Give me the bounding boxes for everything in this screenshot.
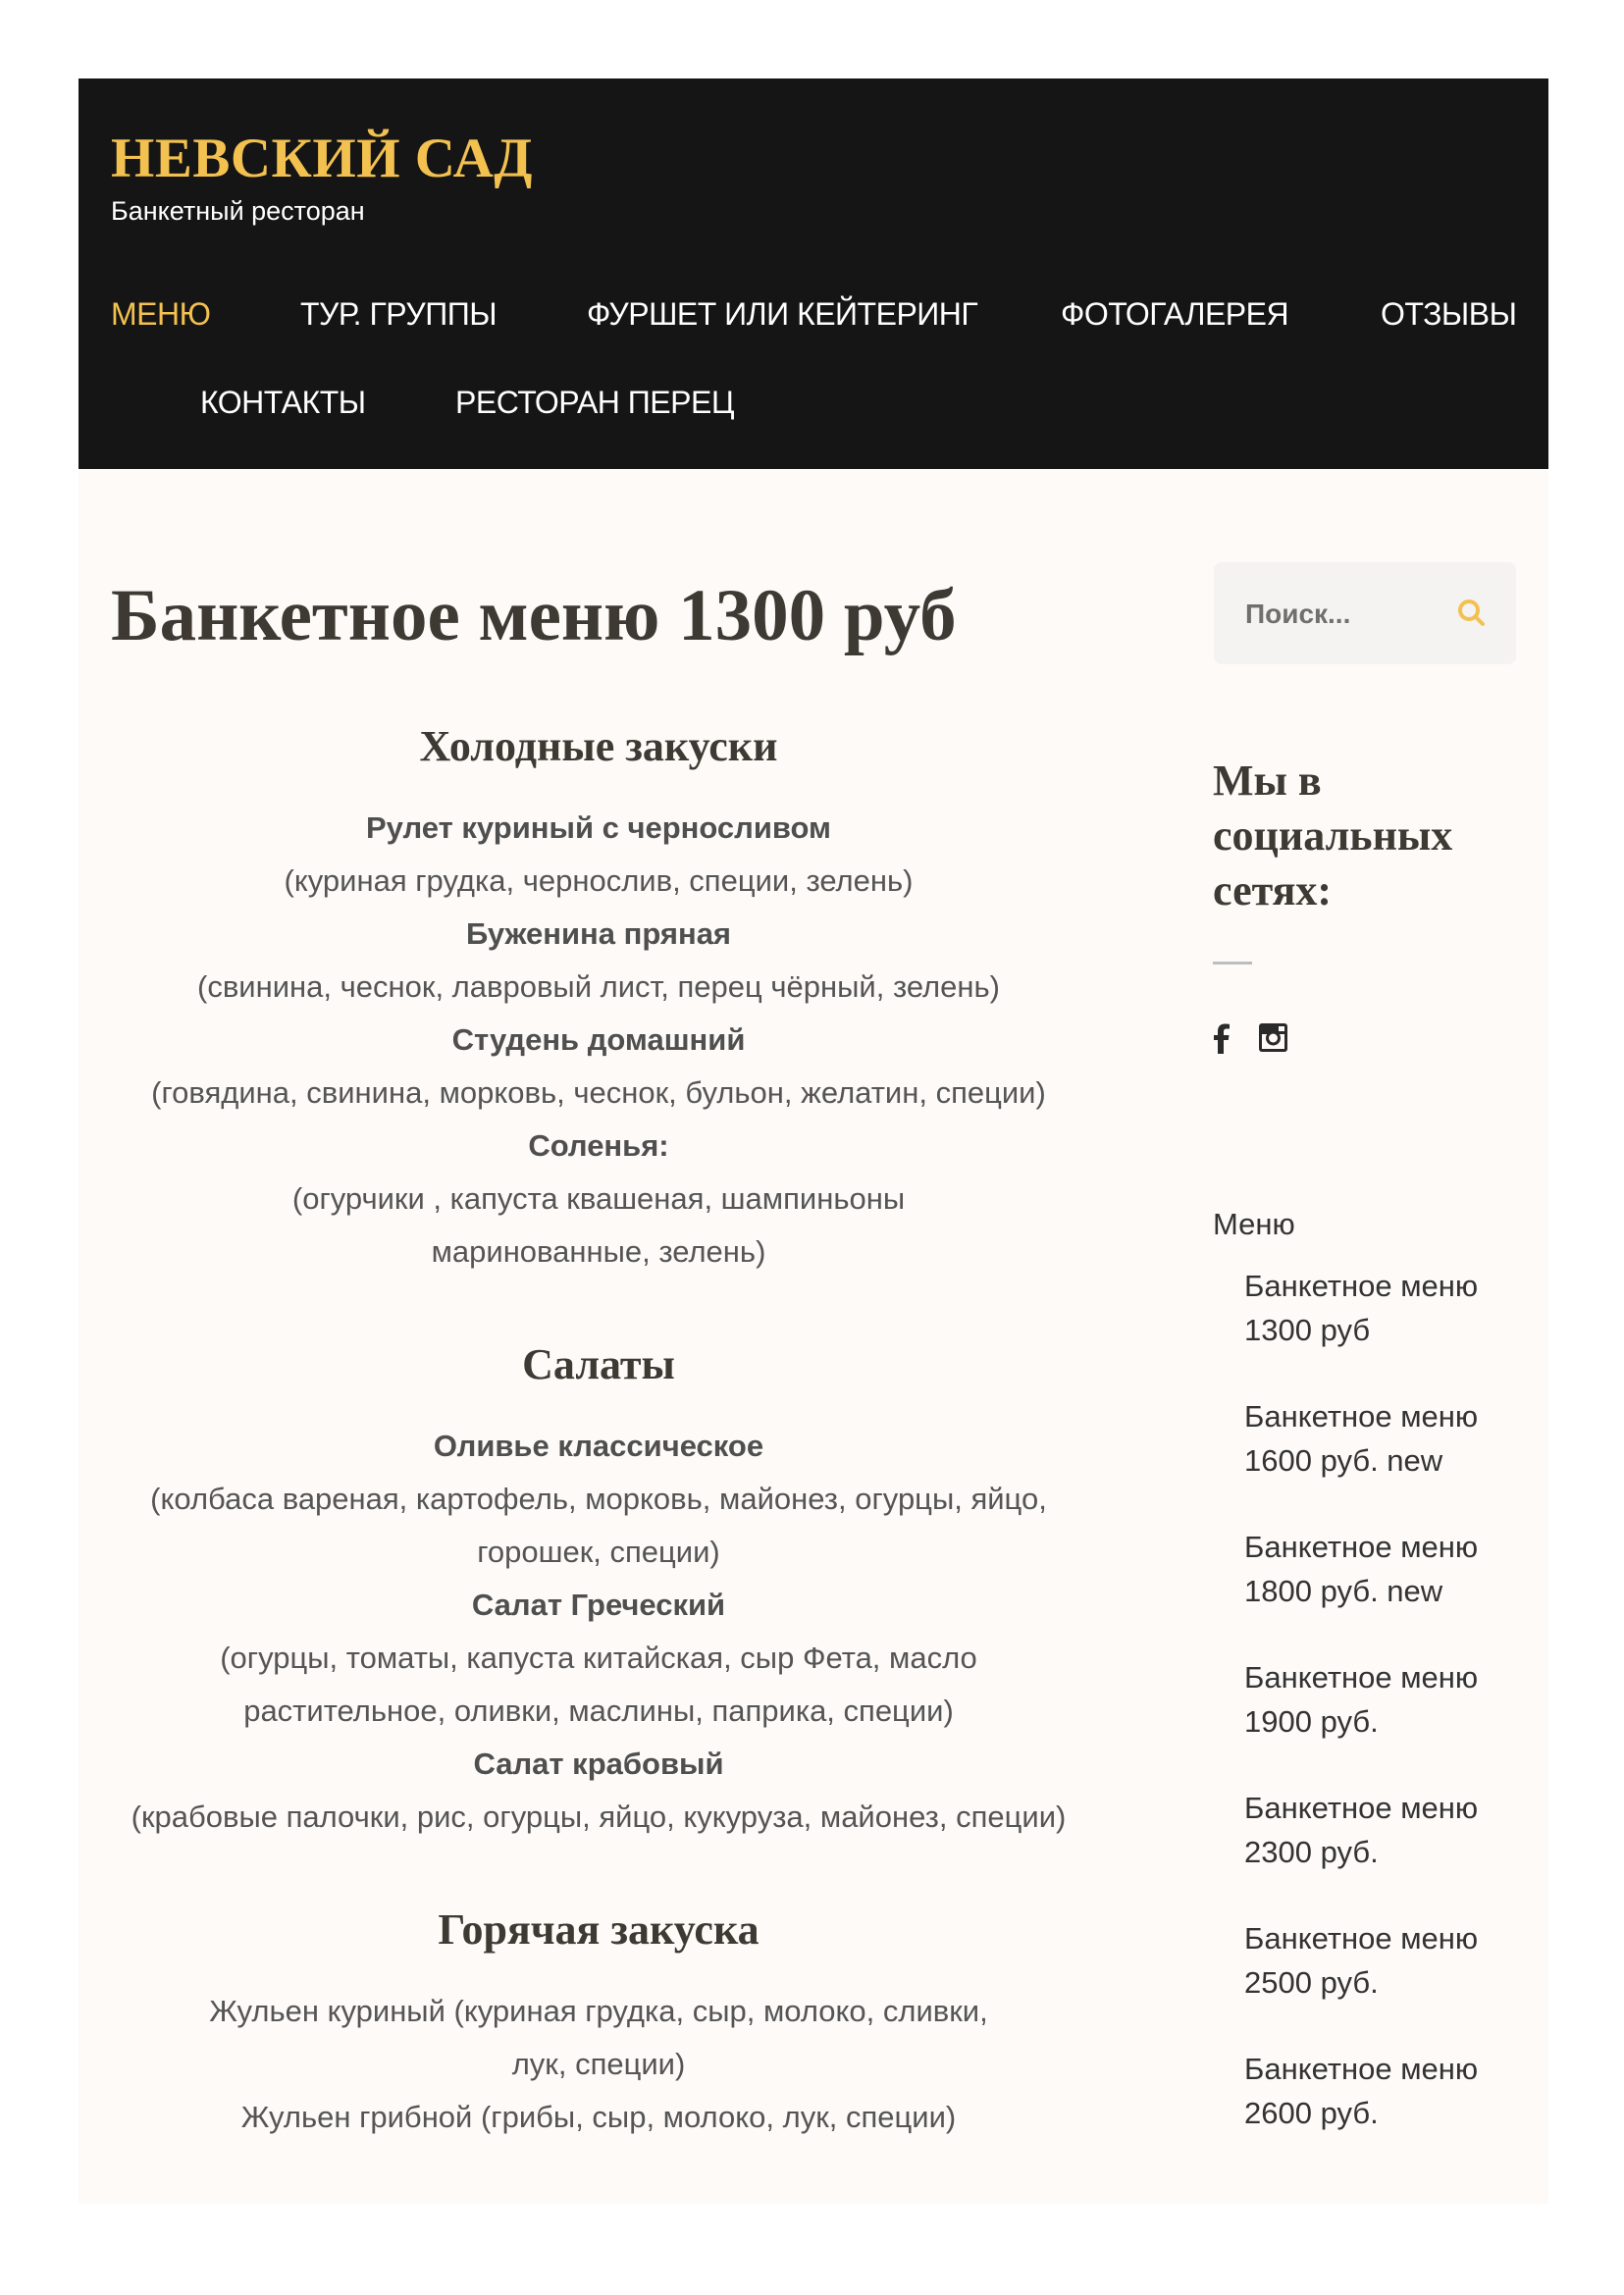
section-title: Салаты	[522, 1340, 675, 1388]
menu-body	[108, 719, 1089, 2203]
sidebar-menu-item	[1244, 1655, 1509, 1744]
facebook-icon[interactable]	[1213, 1023, 1231, 1059]
dish-description: (огурцы, томаты, капуста китайская, сыр Фета, масло растительное, оливки, маслины, паприка, специи)	[220, 1641, 977, 1728]
sidebar-menu-list	[1244, 1264, 1509, 2177]
sidebar-link-menu-2300[interactable]: Банкетное меню 2300 руб.	[1244, 1791, 1479, 1869]
search-form	[1214, 562, 1516, 664]
dish-description: (куриная грудка, чернослив, специи, зелень)	[284, 863, 914, 898]
sidebar-link-menu-2600[interactable]: Банкетное меню 2600 руб.	[1244, 2052, 1479, 2130]
sidebar-link-menu-1600[interactable]: Банкетное меню 1600 руб. new	[1244, 1399, 1479, 1478]
dish-description: Жульен куриный (куриная грудка, сыр, молоко, сливки, лук, специи)	[209, 1994, 988, 2081]
dish-name: Буженина пряная	[465, 916, 732, 951]
dish-description: (огурчики , капуста квашеная, шампиньоны маринованные, зелень)	[291, 1181, 906, 1269]
social-widget-title: Мы в социальных сетях:	[1213, 756, 1453, 914]
menu-section-cold-appetizers	[108, 719, 1089, 1278]
sidebar-menu-item	[1244, 1786, 1509, 1874]
sidebar-menu-item	[1244, 1525, 1509, 1613]
instagram-icon[interactable]	[1259, 1023, 1287, 1057]
nav-item-restaurant-perets[interactable]: РЕСТОРАН ПЕРЕЦ	[455, 385, 734, 420]
sidebar-link-menu-1300[interactable]: Банкетное меню 1300 руб	[1244, 1269, 1479, 1347]
section-title: Горячая закуска	[438, 1905, 760, 1954]
sidebar-link-menu-1800[interactable]: Банкетное меню 1800 руб. new	[1244, 1530, 1479, 1608]
nav-item-menu[interactable]: МЕНЮ	[111, 296, 211, 332]
sidebar-menu-item	[1244, 1916, 1509, 2005]
dish-description: (свинина, чеснок, лавровый лист, перец чёрный, зелень)	[197, 969, 1000, 1004]
sidebar-link-menu-2500[interactable]: Банкетное меню 2500 руб.	[1244, 1921, 1479, 2000]
menu-section-salads	[108, 1337, 1089, 1844]
site-title[interactable]: НЕВСКИЙ САД	[111, 128, 533, 189]
dish-description: (крабовые палочки, рис, огурцы, яйцо, кукуруза, майонез, специи)	[131, 1799, 1067, 1834]
dish-description: (говядина, свинина, морковь, чеснок, бульон, желатин, специи)	[151, 1075, 1046, 1110]
page-title: Банкетное меню 1300 руб	[111, 575, 957, 656]
sidebar-menu-item	[1244, 1394, 1509, 1483]
dish-name: Салат крабовый	[473, 1747, 724, 1781]
site-header	[79, 78, 1548, 469]
dish-description: (колбаса вареная, картофель, морковь, майонез, огурцы, яйцо, горошек, специи)	[150, 1482, 1047, 1569]
content-area	[79, 469, 1548, 2204]
nav-item-contacts[interactable]: КОНТАКТЫ	[200, 385, 366, 420]
nav-item-reviews[interactable]: ОТЗЫВЫ	[1381, 296, 1517, 332]
search-icon[interactable]	[1455, 597, 1489, 630]
nav-item-photogallery[interactable]: ФОТОГАЛЕРЕЯ	[1061, 296, 1289, 332]
search-input[interactable]	[1243, 594, 1443, 635]
sidebar-menu-item	[1244, 2047, 1509, 2135]
dish-name: Соленья:	[528, 1128, 669, 1163]
nav-item-buffet-catering[interactable]: ФУРШЕТ ИЛИ КЕЙТЕРИНГ	[587, 296, 978, 332]
nav-item-tour-groups[interactable]: ТУР. ГРУППЫ	[300, 296, 498, 332]
divider	[1213, 962, 1252, 965]
dish-name: Салат Греческий	[471, 1588, 726, 1622]
sidebar-link-menu-1900[interactable]: Банкетное меню 1900 руб.	[1244, 1660, 1479, 1739]
section-title: Холодные закуски	[419, 722, 778, 770]
site-tagline: Банкетный ресторан	[111, 196, 365, 226]
dish-description: Жульен грибной (грибы, сыр, молоко, лук, специи)	[240, 2100, 957, 2134]
dish-name: Рулет куриный с черносливом	[365, 810, 831, 845]
dish-name: Оливье классическое	[433, 1429, 764, 1463]
sidebar-menu-item	[1244, 1264, 1509, 1352]
menu-widget-label: Меню	[1213, 1207, 1295, 1241]
menu-section-hot-appetizer	[108, 1903, 1089, 2144]
dish-name: Студень домашний	[451, 1022, 746, 1057]
